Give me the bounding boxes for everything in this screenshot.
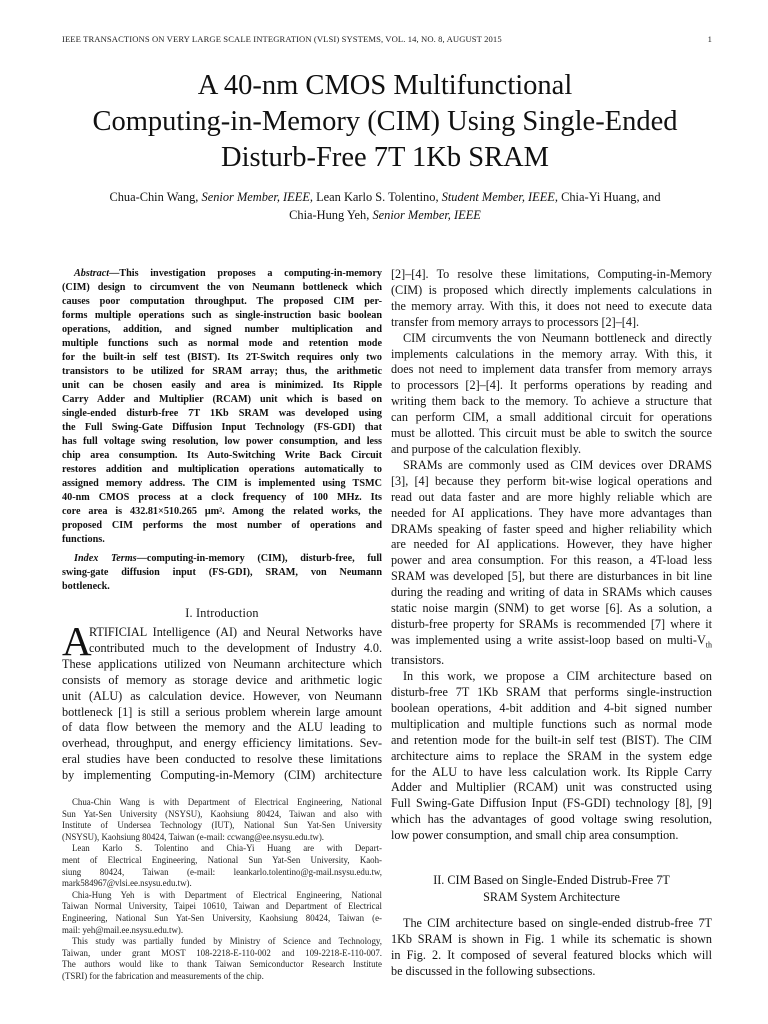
paragraph-line: transfer from memory arrays to processors [2]–[4]. (391, 314, 640, 329)
paragraph-line: DRAMs speaking of faster speed and higher reliability which (391, 521, 712, 536)
abstract-line: restores addition and multiplication operations automatically to (62, 464, 382, 475)
paragraph-line: the memory array. With this, it does not need to execute data (391, 298, 712, 313)
paragraph-line: [2]–[4]. To resolve these limitations, Computing-in-Memory (391, 267, 712, 281)
intro-line: These applications utilized von Neumann architecture which (62, 656, 382, 671)
abstract-line: core area is 432.81×510.265 μm². Among the related works, the (62, 506, 382, 517)
author-name: Chia-Hung Yeh, (289, 208, 370, 222)
abstract-line: transistors to be utilized for SRAM array; thus, the arithmetic (62, 366, 382, 377)
abstract-line: Carry Adder and Multiplier (RCAM) unit which is based on (62, 394, 382, 405)
abstract-line: proposed CIM performs the most number of operations and (62, 520, 382, 531)
title-line-3: Disturb-Free 7T 1Kb SRAM (220, 142, 549, 173)
introduction-text (62, 618, 382, 784)
footnote-line: This study was partially funded by Ministry of Science and Technology, (72, 936, 382, 947)
section-heading-architecture: II. CIM Based on Single-Ended Distrub-Free 7T SRAM System Architecture (433, 873, 670, 905)
paragraph-line: for the ALU to have less calculation work. Its Ripple Carry (391, 764, 712, 779)
intro-line: of data flow between the memory and the ALU leading to (62, 720, 382, 735)
left-column (62, 267, 382, 784)
journal-name: IEEE TRANSACTIONS ON VERY LARGE SCALE INTEGRATION (VLSI) SYSTEMS, VOL. 14, NO. 8, AUGUST 2015 (62, 34, 502, 44)
vth-subscript: th (705, 640, 712, 650)
drop-cap: A (62, 618, 92, 664)
paragraph-line: can perform CIM, a small additional circuit for operations (391, 410, 712, 425)
paragraph-line: The CIM architecture based on single-ended distrub-free 7T (403, 916, 712, 931)
abstract-line: has full voltage swing resolution, low power consumption, and less (62, 436, 382, 447)
paragraph-line: static noise margin (SNM) to get worse [6]. As a solution, a (391, 601, 712, 616)
paragraph (391, 331, 712, 458)
abstract-line: single-ended disturb-free 7T 1Kb SRAM was developed using (62, 408, 382, 419)
abstract-line: for the built-in self test (BIST). Its 2T-Switch requires only two (62, 352, 382, 363)
paragraph-line: (CIM) is proposed which directly implements calculations in (391, 282, 712, 297)
paragraph-line: disturb-free property for SRAMs is recommended [7] where it (391, 616, 712, 631)
footnote-line: ment of Electrical Engineering, National Sun Yat-Sen University, Kaoh- (62, 854, 382, 865)
footnote-line: mail: yeh@mail.ee.nsysu.edu.tw). (62, 924, 184, 935)
intro-line: contributed much to the development of Industry 4.0. (89, 640, 382, 655)
abstract-line: assigned memory address. The CIM is implemented using TSMC (62, 478, 382, 489)
abstract-line: chip area consumption. Its Auto-Switching Write Back Circuit (62, 450, 382, 461)
index-terms-line: bottleneck. (62, 581, 110, 592)
author-footnotes (62, 797, 382, 983)
intro-line: by implementing Computing-in-Memory (CIM) architecture (62, 768, 382, 783)
paragraph-line: to processors [2]–[4]. It performs operations by reading and (391, 378, 712, 393)
paragraph-line: disturb-free 7T 1Kb SRAM that performs single-instruction (391, 685, 712, 699)
paragraph-line: 1Kb SRAM is shown in Fig. 1 while its schematic is shown (391, 931, 712, 946)
paragraph-line: boolean operations, 4-bit addition and 4-bit signed number (391, 700, 712, 715)
title-line-1: A 40-nm CMOS Multifunctional (197, 70, 573, 101)
section-heading-introduction: I. Introduction (185, 606, 259, 620)
index-terms (62, 552, 382, 594)
author-role: Senior Member, IEEE (372, 208, 481, 222)
intro-line: RTIFICIAL Intelligence (AI) and Neural Networks have (89, 625, 382, 639)
footnote-line: Institute of Undersea Technology (IUT), National Sun Yat-Sen University (62, 820, 382, 831)
intro-line: eral studies have been conducted to resolve these limitations (62, 752, 382, 767)
paragraph (391, 916, 712, 980)
paragraph-line: Full Swing-Gate Diffusion Input (FS-GDI) technology [8], [9] (391, 796, 712, 811)
footnote-line: The authors would like to thank Taiwan Semiconductor Research Institute (62, 959, 382, 970)
footnote-line: siung 80424, Taiwan (e-mail: leankarlo.tolentino@g-mail.nsysu.edu.tw, (62, 866, 382, 877)
author-name: Chia-Yi Huang, and (561, 190, 661, 204)
footnote-line: Chia-Hung Yeh is with Department of Electrical Engineering, National (72, 889, 382, 900)
author-name: Chua-Chin Wang, (109, 190, 199, 204)
abstract-line: forms multiple operations such as single-instruction basic boolean (62, 310, 382, 321)
title-line-2: Computing-in-Memory (CIM) Using Single-Ended (92, 106, 678, 137)
section-label: Index Terms (74, 553, 137, 564)
paragraph-line: CIM circumvents the von Neumann bottleneck and directly (403, 330, 712, 345)
footnote-line: (TSRI) for the fabrication and measurements of the chip. (62, 970, 264, 981)
footnote-line: Taiwan Normal University, Taipei 10610, Taiwan and Department of Electrical (62, 901, 382, 912)
paragraph-line: multiplication and multiple functions such as normal mode (391, 716, 712, 731)
paragraph (391, 669, 712, 844)
footnote-line: (NSYSU), Kaohsiung 80424, Taiwan (e-mail: ccwang@ee.nsysu.edu.tw). (62, 831, 324, 842)
paragraph-line: [3], [4] because they perform bit-wise logical operations and (391, 473, 712, 488)
paragraph-line: low power consumption, and small chip area consumption. (391, 828, 679, 843)
paper-title (40, 68, 730, 176)
paragraph-line: which has the advantages of good voltage swing resolution, (391, 812, 712, 827)
author-role: Student Member, IEEE, (441, 190, 558, 204)
footnote-line: Chua-Chin Wang is with Department of Electrical Engineering, National (72, 797, 382, 807)
index-terms-line: Index Terms—computing-in-memory (CIM), disturb-free, full (74, 553, 382, 564)
paragraph (391, 267, 712, 331)
paragraph-line: was implemented using a write assist-loop based on multi-$V_{th}$ (391, 632, 712, 650)
abstract-line: functions. (62, 534, 105, 545)
footnote-line: mark584967@vlsi.ee.nsysu.edu.tw). (62, 878, 192, 889)
paragraph-line: SRAMs are commonly used as CIM devices over DRAMS (403, 457, 712, 472)
abstract (62, 267, 382, 547)
paragraph-line: needed for AI applications. They have more advantages than (391, 505, 712, 520)
footnote-line: Engineering, National Sun Yat-Sen University, Kaohsiung 80424, Taiwan (e- (62, 912, 382, 923)
paragraph-line: architecture aims to replace the SRAM in the system edge (391, 748, 712, 763)
paragraph-line: In this work, we propose a CIM architecture based on (403, 669, 712, 684)
index-terms-line: swing-gate diffusion input (FS-GDI), SRAM, von Neumann (62, 567, 382, 578)
right-column (391, 267, 712, 980)
abstract-line: causes poor computation throughput. The proposed CIM per- (62, 296, 382, 307)
paragraph-line: during the reading and writing of data in SRAMs which causes (391, 585, 712, 600)
abstract-line: unit can be chosen easily and area is minimized. Its Ripple (62, 380, 382, 391)
paragraph-line: does not need to implement data transfer from memory arrays (391, 362, 712, 377)
intro-line: unit (ALU) as calculation device. However, von Neumann (62, 688, 382, 703)
paragraph-line: are needed for AI applications. However, they have higher (391, 537, 712, 552)
abstract-line: the Full Swing-Gate Diffusion Input Technology (FS-GDI) that (62, 422, 382, 433)
abstract-line: Abstract—This investigation proposes a computing-in-memory (74, 268, 382, 279)
page-number: 1 (707, 34, 712, 44)
paragraph-line: and purpose of the calculation flexibly. (391, 441, 582, 456)
intro-line: overhead, throughput, and energy efficiency limitations. Sev- (62, 736, 382, 751)
footnote-line: Sun Yat-Sen University (NSYSU), Kaohsiung 80424, Taiwan and also with (62, 808, 382, 819)
paragraph-line: transistors. (391, 653, 445, 668)
footnote-line: Taiwan, under grant MOST 108-2218-E-110-002 and 109-2218-E-110-007. (62, 947, 382, 958)
footnote-line: Lean Karlo S. Tolentino and Chia-Yi Huang are with Depart- (72, 843, 382, 854)
intro-line: consists of memory as storage device and arithmetic logic (62, 672, 382, 687)
running-header (62, 34, 712, 44)
author-line-2 (40, 206, 730, 224)
paragraph-line: writing them back to the memory. To achieve a structure that (391, 394, 712, 409)
paragraph-line: read out data faster and are more highly reliable which are (391, 489, 712, 504)
author-line-1 (40, 188, 730, 206)
author-name: Lean Karlo S. Tolentino, (316, 190, 439, 204)
paragraph-line: be discussed in the following subsections. (391, 963, 596, 978)
paragraph-line: and retention mode for the built-in self test (BIST). The CIM (391, 732, 712, 747)
abstract-line: multiple functions such as normal mode and retention mode (62, 338, 382, 349)
paragraph-line: SRAM was developed [5], but there are disturbances in bit line (391, 569, 712, 584)
abstract-line: 40-nm CMOS process at a clock frequency of 100 MHz. Its (62, 492, 382, 503)
abstract-line: operations, addition, and signed number multiplication and (62, 324, 382, 335)
paragraph (391, 458, 712, 669)
abstract-line: (CIM) design to circumvent the von Neumann bottleneck which (62, 282, 382, 293)
author-role: Senior Member, IEEE, (201, 190, 313, 204)
author-list (40, 188, 730, 224)
intro-line: bottleneck [1] is still a serious problem wherein large amount (62, 704, 382, 719)
paragraph-line: must be allotted. This circuit must be able to switch the source (391, 426, 712, 441)
paragraph-line: implements calculations in the memory array. With this, it (391, 346, 712, 361)
paragraph-line: power and area consumption. For this reason, a 4T-load less (391, 553, 712, 568)
paragraph-line: Adder and Multiplier (RCAM) unit was constructed using (391, 780, 712, 795)
section-label: Abstract (74, 268, 110, 279)
paragraph-line: in Fig. 2. It composed of several featured blocks which will (391, 947, 712, 962)
